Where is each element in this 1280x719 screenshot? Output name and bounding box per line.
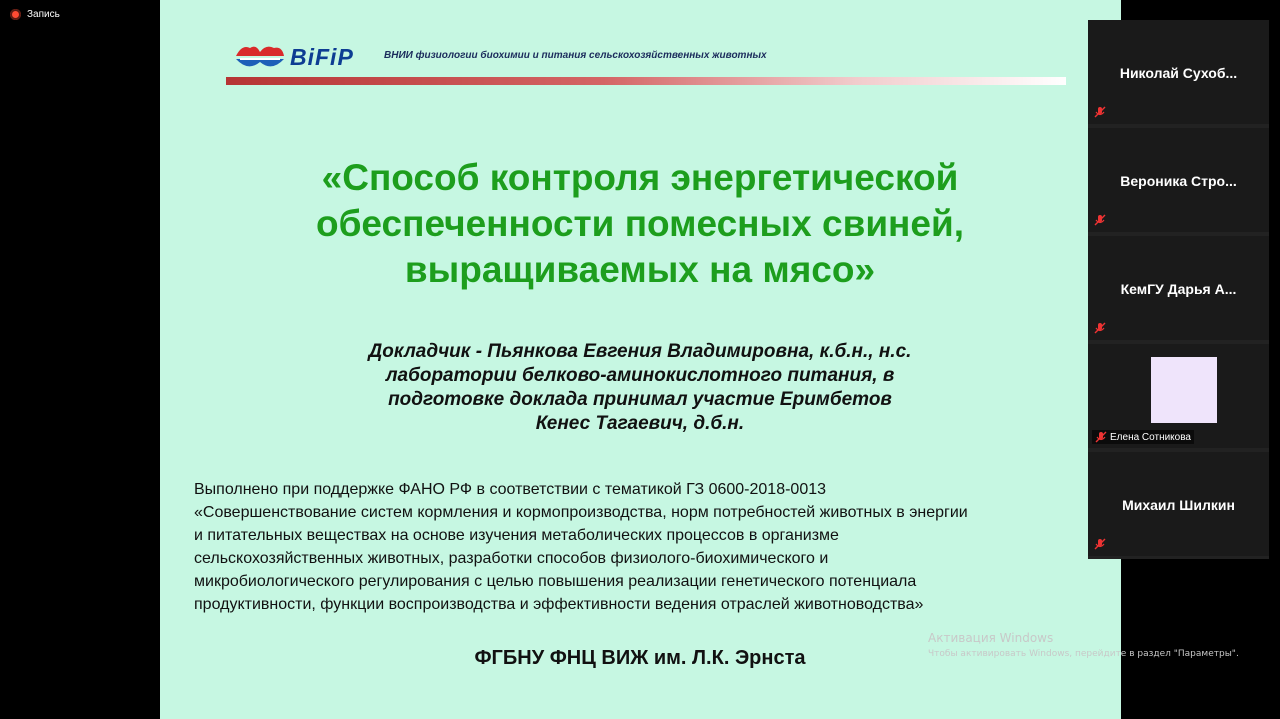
funding-line: Выполнено при поддержке ФАНО РФ в соответствии с тематикой ГЗ 0600-2018-0013 <box>194 481 827 498</box>
funding-line: микробиологического регулирования с целью повышения реализации генетического потенциала <box>194 573 917 590</box>
institute-name: ВНИИ физиологии биохимии и питания сельскохозяйственных животных <box>384 50 767 61</box>
participant-name-label <box>1092 430 1194 444</box>
mic-off-icon <box>1094 214 1106 226</box>
participant-tile[interactable] <box>1088 344 1269 448</box>
speaker-info <box>240 340 1040 436</box>
title-line: выращиваемых на мясо» <box>404 249 876 290</box>
mic-off-icon <box>1094 322 1106 334</box>
shared-slide <box>160 0 1121 719</box>
participant-tile[interactable] <box>1088 20 1269 124</box>
participant-name: Михаил Шилкин <box>1122 497 1235 513</box>
speaker-line: лаборатории белково-аминокислотного питания, в <box>385 365 895 386</box>
logo-text: BiFiP <box>290 43 354 70</box>
participant-tile[interactable] <box>1088 452 1269 556</box>
avatar <box>1151 357 1217 423</box>
participant-tile[interactable] <box>1088 236 1269 340</box>
funding-line: и питательных веществах на основе изучения метаболических процессов в организме <box>194 527 839 544</box>
windows-activation-watermark <box>928 631 1239 659</box>
funding-line: «Совершенствование систем кормления и кормопроизводства, норм потребностей животных в энергии <box>194 504 968 521</box>
speaker-line: Докладчик - Пьянкова Евгения Владимировна, к.б.н., н.с. <box>368 341 912 362</box>
participants-panel <box>1088 20 1269 559</box>
mic-off-icon <box>1094 106 1106 118</box>
participant-tile[interactable] <box>1088 128 1269 232</box>
bifip-logo <box>234 42 354 72</box>
participant-name: Вероника Стро... <box>1120 173 1237 189</box>
logo-mark-icon <box>234 42 286 72</box>
speaker-line: подготовке доклада принимал участие Еримбетов <box>388 389 892 410</box>
watermark-title: Активация Windows <box>928 631 1054 645</box>
participant-name: КемГУ Дарья А... <box>1120 281 1237 297</box>
record-icon <box>10 9 21 20</box>
funding-statement <box>194 478 1116 616</box>
header-rule <box>226 77 1066 85</box>
organization-name: ФГБНУ ФНЦ ВИЖ им. Л.К. Эрнста <box>474 647 806 669</box>
slide-title <box>200 155 1080 293</box>
funding-line: сельскохозяйственных животных, разработки способов физиолого-биохимического и <box>194 550 829 567</box>
recording-indicator[interactable] <box>10 9 60 20</box>
participant-name: Елена Сотникова <box>1110 431 1191 443</box>
participant-name: Николай Сухоб... <box>1119 65 1238 81</box>
mic-off-icon <box>1095 431 1107 443</box>
funding-line: продуктивности, функции воспроизводства и эффективности ведения отраслей животноводства» <box>194 596 924 613</box>
watermark-subtitle: Чтобы активировать Windows, перейдите в раздел "Параметры". <box>928 649 1239 659</box>
recording-label: Запись <box>27 9 60 20</box>
title-line: обеспеченности помесных свиней, <box>315 203 965 244</box>
mic-off-icon <box>1094 538 1106 550</box>
title-line: «Способ контроля энергетической <box>321 157 959 198</box>
speaker-line: Кенес Тагаевич, д.б.н. <box>535 413 745 434</box>
